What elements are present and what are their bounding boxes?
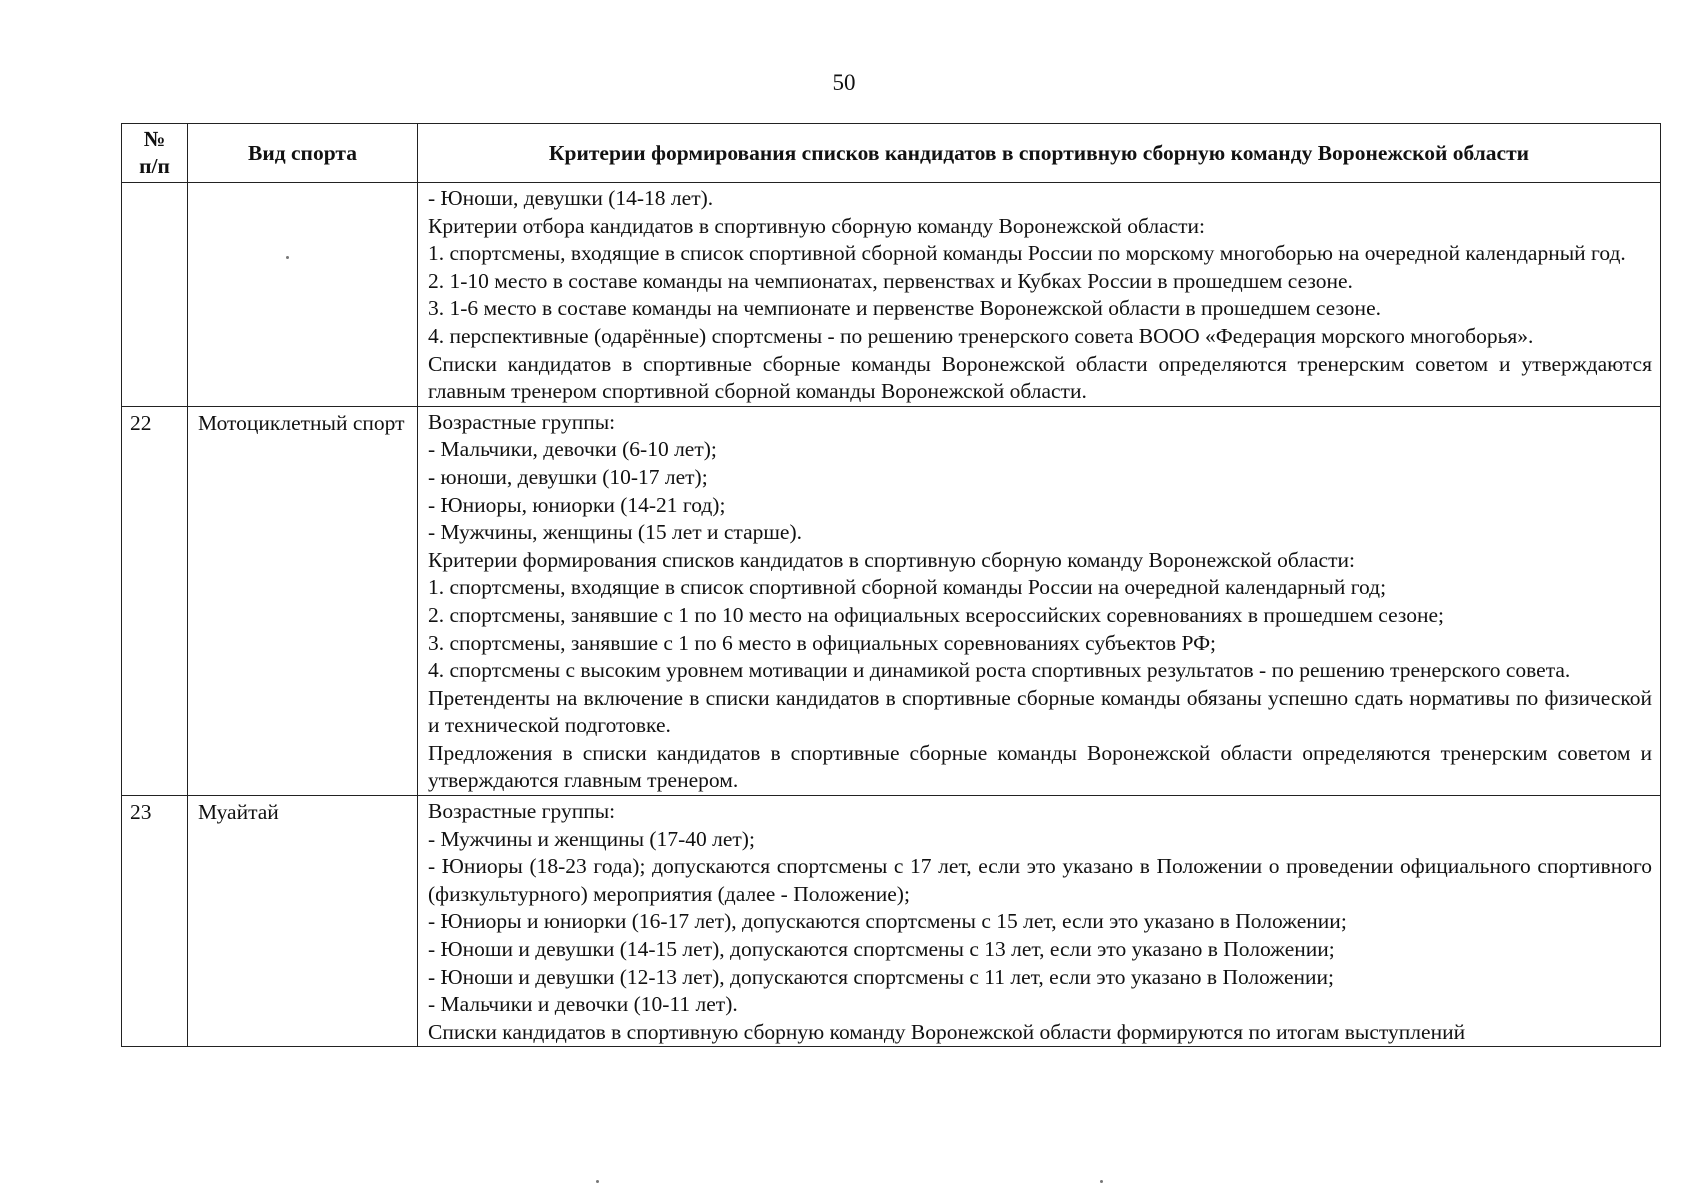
page-number: 50 xyxy=(832,70,856,95)
criteria-line: 3. спортсмены, занявшие с 1 по 6 место в официальных соревнованиях субъектов РФ; xyxy=(428,630,1217,655)
criteria-line: 4. спортсмены с высоким уровнем мотивации и динамикой роста спортивных результатов - по решению тренерского совета. xyxy=(428,658,1571,683)
criteria-line: - юноши, девушки (10-17 лет); xyxy=(428,464,708,489)
criteria-line: 1. спортсмены, входящие в список спортивной сборной команды России по морскому многоборью на очередной календарный год. xyxy=(428,241,1626,266)
scan-speck xyxy=(1100,1180,1103,1183)
row-criteria xyxy=(418,406,1661,795)
row-number: 22 xyxy=(122,406,188,795)
row-criteria xyxy=(418,183,1661,407)
criteria-line: - Мальчики и девочки (10-11 лет). xyxy=(428,992,738,1017)
criteria-line: - Юноши и девушки (14-15 лет), допускаются спортсмены с 13 лет, если это указано в Положении; xyxy=(428,937,1335,962)
criteria-line: Возрастные группы: xyxy=(428,409,616,434)
scan-speck xyxy=(286,256,289,259)
criteria-table xyxy=(121,123,1661,1047)
header-number xyxy=(122,124,188,183)
header-number-abbrev: п/п xyxy=(139,154,170,178)
criteria-line: - Юноши, девушки (14-18 лет). xyxy=(428,186,714,210)
criteria-line: 2. 1-10 место в составе команды на чемпионатах, первенствах и Кубках России в прошедшем сезоне. xyxy=(428,268,1353,293)
criteria-line: Критерии отбора кандидатов в спортивную сборную команду Воронежской области: xyxy=(428,213,1206,238)
row-sport: Муайтай xyxy=(188,796,418,1047)
criteria-line: - Юниоры и юниорки (16-17 лет), допускаются спортсмены с 15 лет, если это указано в Положении; xyxy=(428,909,1347,934)
criteria-line: - Юноши и девушки (12-13 лет), допускаются спортсмены с 11 лет, если это указано в Положении; xyxy=(428,964,1334,989)
criteria-line: Списки кандидатов в спортивные сборные команды Воронежской области определяются тренерским советом и утверждаются главным тренером спортивной сборной команды Воронежской области. xyxy=(428,351,1652,404)
criteria-line: - Юниоры, юниорки (14-21 год); xyxy=(428,492,726,517)
header-sport: Вид спорта xyxy=(188,124,418,183)
criteria-line: - Мужчины и женщины (17-40 лет); xyxy=(428,826,755,851)
criteria-line: 2. спортсмены, занявшие с 1 по 10 место на официальных всероссийских соревнованиях в прошедшем сезоне; xyxy=(428,602,1445,627)
criteria-line: Списки кандидатов в спортивную сборную команду Воронежской области формируются по итогам выступлений xyxy=(428,1019,1466,1044)
header-criteria: Критерии формирования списков кандидатов в спортивную сборную команду Воронежской области xyxy=(418,124,1661,183)
table-header-row xyxy=(122,124,1661,183)
criteria-line: - Юниоры (18-23 года); допускаются спортсмены с 17 лет, если это указано в Положении о проведении официального спортивного (физкультурного) мероприятия (далее - Положение); xyxy=(428,854,1652,906)
scan-speck xyxy=(596,1180,599,1183)
criteria-line: Предложения в списки кандидатов в спортивные сборные команды Воронежской области определяются тренерским советом и утверждаются главным тренером. xyxy=(428,740,1652,793)
row-number xyxy=(122,183,188,407)
criteria-line: Возрастные группы: xyxy=(428,799,616,824)
criteria-line: 4. перспективные (одарённые) спортсмены - по решению тренерского совета ВООО «Федерация морского многоборья». xyxy=(428,323,1534,348)
table-row xyxy=(122,796,1661,1047)
row-criteria xyxy=(418,796,1661,1047)
criteria-line: Претенденты на включение в списки кандидатов в спортивные сборные команды обязаны успешно сдать нормативы по физической и технической подготовке. xyxy=(428,685,1652,738)
criteria-line: 3. 1-6 место в составе команды на чемпионате и первенстве Воронежской области в прошедшем сезоне. xyxy=(428,296,1381,321)
row-number: 23 xyxy=(122,796,188,1047)
criteria-line: - Мужчины, женщины (15 лет и старше). xyxy=(428,520,803,545)
criteria-line: 1. спортсмены, входящие в список спортивной сборной команды России на очередной календарный год; xyxy=(428,575,1387,600)
table-row xyxy=(122,183,1661,407)
row-sport: Мотоциклетный спорт xyxy=(188,406,418,795)
row-sport xyxy=(188,183,418,407)
header-number-symbol: № xyxy=(143,127,166,151)
table-row xyxy=(122,406,1661,795)
criteria-line: Критерии формирования списков кандидатов в спортивную сборную команду Воронежской области: xyxy=(428,547,1355,572)
criteria-line: - Мальчики, девочки (6-10 лет); xyxy=(428,437,717,462)
